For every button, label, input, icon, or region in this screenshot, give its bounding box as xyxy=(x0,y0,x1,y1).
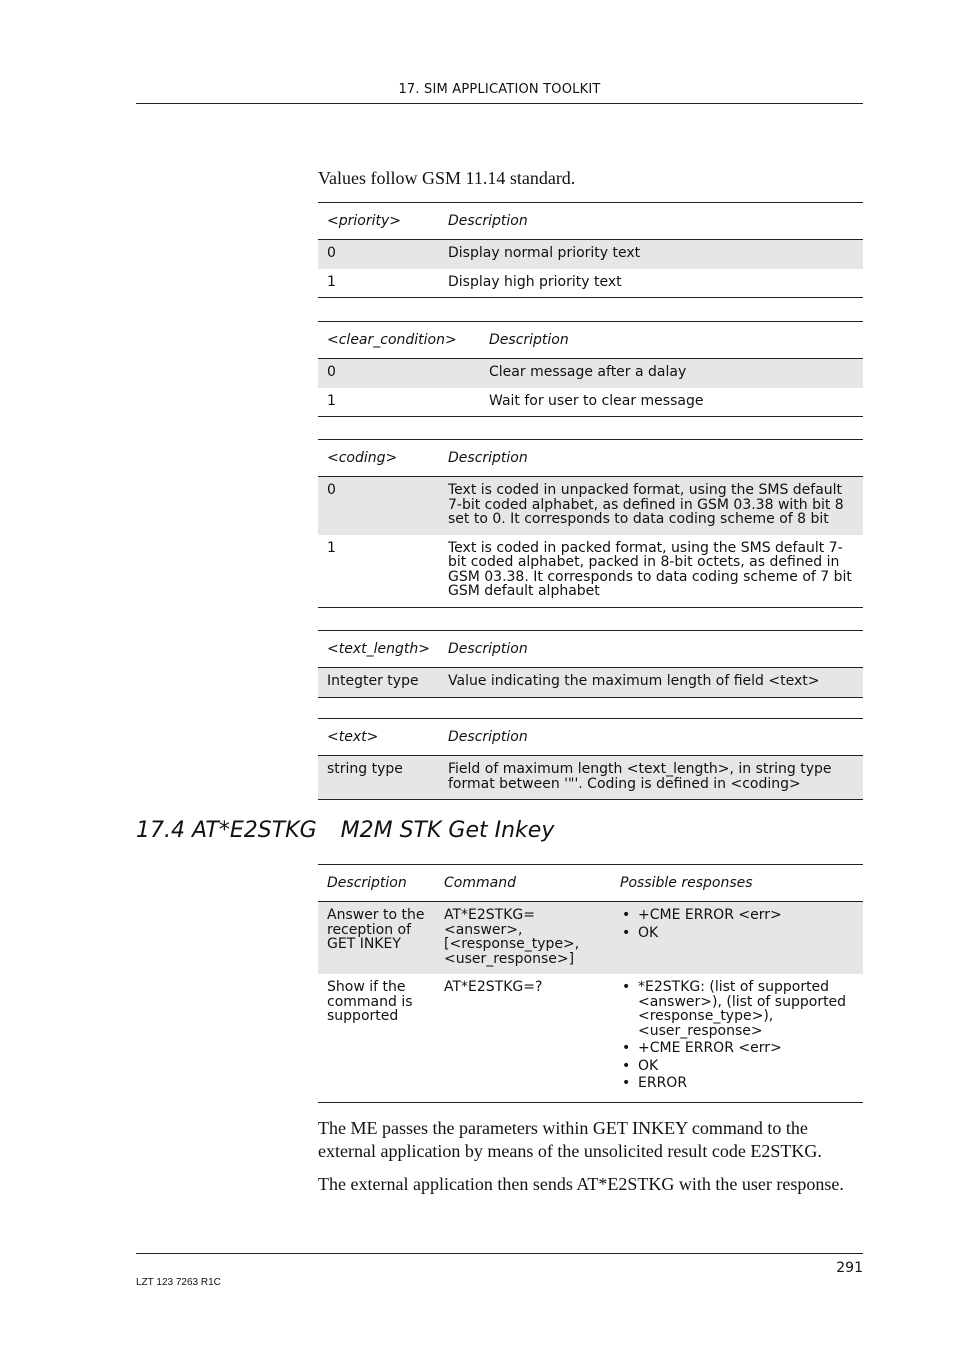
column-header: Possible responses xyxy=(611,865,863,902)
column-header: <text_length> xyxy=(318,631,439,668)
table-cell: Value indicating the maximum length of field <text> xyxy=(439,668,863,698)
clear-condition-table xyxy=(318,321,863,417)
section-title: M2M STK Get Inkey xyxy=(340,818,555,843)
priority-table xyxy=(318,202,863,298)
table-cell: Wait for user to clear message xyxy=(480,388,863,417)
column-header: <priority> xyxy=(318,203,439,240)
list-item: • +CME ERROR <err> xyxy=(620,1041,854,1056)
table-cell: 0 xyxy=(318,359,480,388)
body-paragraph: The external application then sends AT*E2STKG with the user response. xyxy=(318,1174,844,1194)
table-cell: Text is coded in packed format, using the SMS default 7-bit coded alphabet, packed in 8-bit octets, as defined in GSM 03.38. It corresponds to data coding scheme of 7 bit GSM default alphabet xyxy=(439,535,863,608)
table-cell: Answer to the reception of GET INKEY xyxy=(318,902,435,975)
table-cell: 1 xyxy=(318,388,480,417)
column-header: Description xyxy=(439,203,863,240)
coding-table xyxy=(318,439,863,608)
column-header: Description xyxy=(439,719,863,756)
table-row xyxy=(318,902,863,975)
intro-text: Values follow GSM 11.14 standard. xyxy=(318,168,576,188)
table-cell: 0 xyxy=(318,240,439,269)
list-item: • OK xyxy=(620,926,854,941)
table-cell: 1 xyxy=(318,535,439,608)
table-row xyxy=(318,359,863,388)
table-cell: string type xyxy=(318,756,439,800)
table-cell xyxy=(611,974,863,1102)
column-header: Description xyxy=(318,865,435,902)
table-cell: Text is coded in unpacked format, using the SMS default 7-bit coded alphabet, as defined in GSM 03.38 with bit 8 set to 0. It corresponds to data coding scheme of 8 bit xyxy=(439,477,863,535)
table-cell: Display normal priority text xyxy=(439,240,863,269)
table-row xyxy=(318,269,863,298)
table-row xyxy=(318,668,863,698)
section-heading xyxy=(136,818,554,843)
column-header: Description xyxy=(480,322,863,359)
text-table xyxy=(318,718,863,800)
column-header: Description xyxy=(439,440,863,477)
table-row xyxy=(318,477,863,535)
table-row xyxy=(318,240,863,269)
list-item: • ERROR xyxy=(620,1076,854,1091)
table-cell: Integter type xyxy=(318,668,439,698)
table-row xyxy=(318,535,863,608)
table-cell: 0 xyxy=(318,477,439,535)
list-item: • +CME ERROR <err> xyxy=(620,908,854,923)
column-header: <text> xyxy=(318,719,439,756)
command-table xyxy=(318,864,863,1103)
table-row xyxy=(318,756,863,800)
footer-rule xyxy=(136,1253,863,1254)
page-number: 291 xyxy=(836,1260,863,1276)
text-length-table xyxy=(318,630,863,698)
table-cell: 1 xyxy=(318,269,439,298)
header-rule xyxy=(136,103,863,104)
document-id: LZT 123 7263 R1C xyxy=(136,1277,221,1288)
list-item: • OK xyxy=(620,1059,854,1074)
column-header: <coding> xyxy=(318,440,439,477)
running-header: 17. SIM APPLICATION TOOLKIT xyxy=(398,82,601,97)
table-cell: AT*E2STKG=<answer>,[<response_type>,<user_response>] xyxy=(435,902,611,975)
response-list xyxy=(620,980,854,1091)
column-header: Description xyxy=(439,631,863,668)
list-item: • *E2STKG: (list of supported <answer>), (list of supported <response_type>), <user_response> xyxy=(620,980,854,1038)
table-cell: AT*E2STKG=? xyxy=(435,974,611,1102)
column-header: Command xyxy=(435,865,611,902)
table-cell: Clear message after a dalay xyxy=(480,359,863,388)
response-list xyxy=(620,908,854,940)
table-cell xyxy=(611,902,863,975)
table-cell: Show if the command is supported xyxy=(318,974,435,1102)
table-row xyxy=(318,974,863,1102)
table-cell: Display high priority text xyxy=(439,269,863,298)
section-number: 17.4 AT*E2STKG xyxy=(136,818,317,843)
table-cell: Field of maximum length <text_length>, in string type format between '"'. Coding is defined in <coding> xyxy=(439,756,863,800)
body-paragraph: The ME passes the parameters within GET INKEY command to the external application by means of the unsolicited result code E2STKG. xyxy=(318,1118,822,1161)
column-header: <clear_condition> xyxy=(318,322,480,359)
table-row xyxy=(318,388,863,417)
